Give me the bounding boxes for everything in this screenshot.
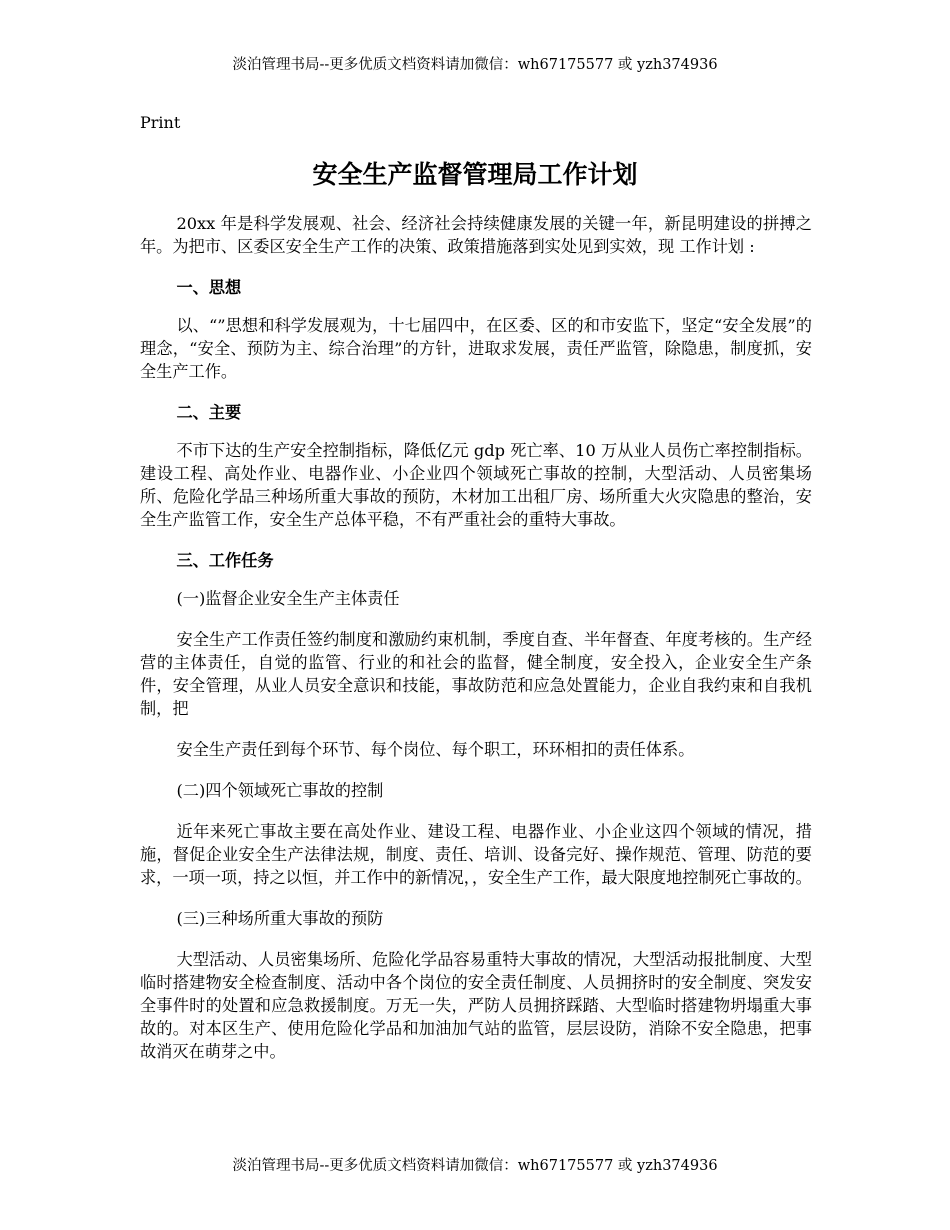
subsection-1-heading: (一)监督企业安全生产主体责任 (176, 589, 400, 608)
document-title: 安全生产监督管理局工作计划 (312, 160, 638, 189)
subsection-3-paragraph: 大型活动、人员密集场所、危险化学品容易重特大事故的情况，大型活动报批制度、大型临时搭建物安全检查制度、活动中各个岗位的安全责任制度、人员拥挤时的安全制度、突发安全事件时的处置和应急救援制度。万无一失，严防人员拥挤踩踏、大型临时搭建物坍塌重大事故的。对本区生产、使用危险化学品和加油加气站的监管，层层设防，消除不安全隐患，把事故消灭在萌芽之中。 (140, 950, 812, 1061)
section-2-heading: 二、主要 (176, 403, 242, 422)
subsection-2-heading: (二)四个领域死亡事故的控制 (176, 781, 384, 800)
print-label: Print (140, 113, 181, 132)
section-2-paragraph: 不市下达的生产安全控制指标，降低亿元 gdp 死亡率、10 万从业人员伤亡率控制指标。建设工程、高处作业、电器作业、小企业四个领域死亡事故的控制，大型活动、人员密集场所、危险化学品三种场所重大事故的预防，木材加工出租厂房、场所重大火灾隐患的整治，安全生产监管工作，安全生产总体平稳，不有严重社会的重特大事故。 (140, 441, 812, 529)
subsection-1-paragraph: 安全生产工作责任签约制度和激励约束机制，季度自查、半年督查、年度考核的。生产经营的主体责任，自觉的监管、行业的和社会的监督，健全制度，安全投入，企业安全生产条件，安全管理，从业人员安全意识和技能，事故防范和应急处置能力，企业自我约束和自我机制，把 (140, 630, 812, 718)
intro-paragraph: 20xx 年是科学发展观、社会、经济社会持续健康发展的关键一年，新昆明建设的拼搏之年。为把市、区委区安全生产工作的决策、政策措施落到实处见到实效，现 工作计划 : (140, 214, 812, 256)
section-1-paragraph: 以、“”思想和科学发展观为，十七届四中，在区委、区的和市安监下，坚定“安全发展”的理念，“安全、预防为主、综合治理”的方针，进取求发展，责任严监管，除隐患，制度抓，安全生产工作。 (140, 316, 812, 381)
page-footer: 淡泊管理书局--更多优质文档资料请加微信：wh67175577 或 yzh374936 (232, 1158, 718, 1174)
subsection-3-heading: (三)三种场所重大事故的预防 (176, 909, 384, 928)
page-header: 淡泊管理书局--更多优质文档资料请加微信：wh67175577 或 yzh374936 (232, 57, 718, 73)
document-body (140, 212, 812, 1081)
section-3-heading: 三、工作任务 (176, 551, 274, 570)
subsection-1-paragraph-continued: 安全生产责任到每个环节、每个岗位、每个职工，环环相扣的责任体系。 (176, 740, 695, 759)
subsection-2-paragraph: 近年来死亡事故主要在高处作业、建设工程、电器作业、小企业这四个领域的情况，措施，督促企业安全生产法律法规，制度、责任、培训、设备完好、操作规范、管理、防范的要求，一项一项，持之以恒，并工作中的新情况，，安全生产工作，最大限度地控制死亡事故的。 (140, 822, 812, 887)
section-1-heading: 一、思想 (176, 278, 242, 297)
